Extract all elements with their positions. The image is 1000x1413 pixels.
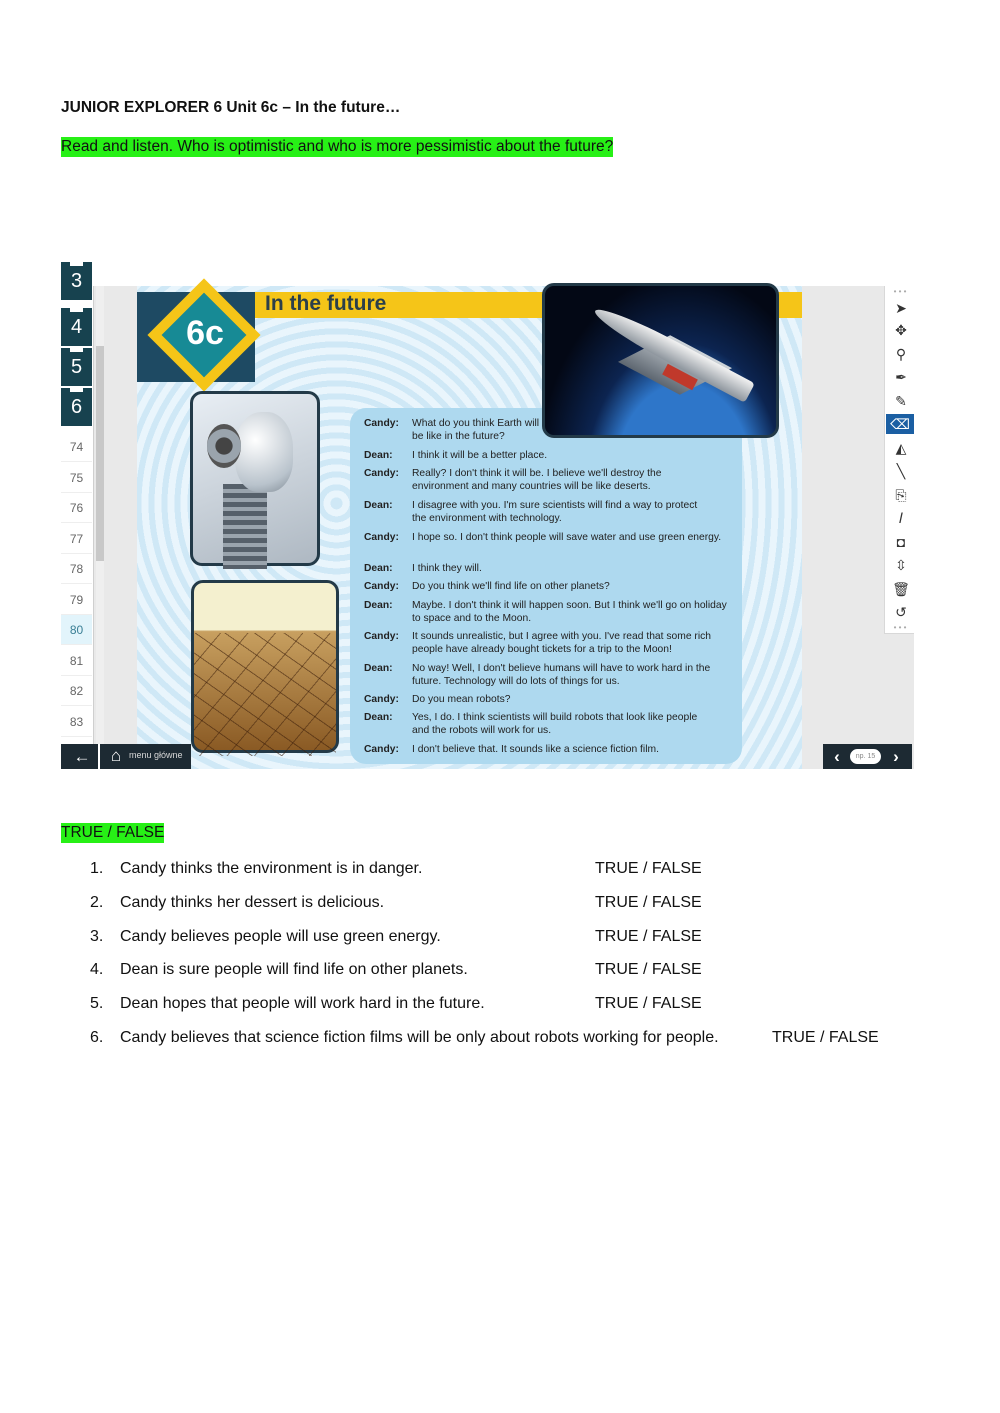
speaker-name: Dean: (364, 663, 393, 674)
desert-photo (191, 580, 339, 753)
textbook-page (137, 286, 802, 769)
unit-code: 6c (186, 314, 224, 352)
annotation-toolbar (884, 286, 914, 634)
dialogue-text: No way! Well, I don't believe humans will have to work hard in the future. Technology will do lots of things for us. (412, 663, 711, 687)
speaker-name: Candy: (364, 631, 399, 642)
question-text: Candy believes people will use green energy. (120, 928, 441, 945)
page-number-item[interactable]: 74 (61, 432, 92, 462)
robot-ear-shape (207, 424, 241, 468)
dialogue-line (364, 600, 734, 625)
page-number-item[interactable]: 76 (61, 493, 92, 523)
clipboard-icon[interactable]: ⎘ (895, 487, 907, 503)
speaker-name: Candy: (364, 581, 399, 592)
page-number-input[interactable]: np. 15 (850, 749, 881, 764)
ebook-screenshot (61, 270, 914, 769)
question-text: Candy thinks the environment is in danger. (120, 860, 423, 877)
select-arrow-icon[interactable]: ➤ (895, 300, 907, 316)
exercise-heading: TRUE / FALSE (61, 824, 165, 841)
dialogue-text: I disagree with you. I'm sure scientists will find a way to protect the environment with technology. (412, 500, 698, 524)
question-number: 2. (90, 894, 104, 911)
reading-instruction: Read and listen. Who is optimistic and who is more pessimistic about the future? (61, 138, 614, 155)
answer-options: TRUE / FALSE (595, 860, 702, 877)
page-number-item[interactable]: 78 (61, 554, 92, 584)
question-number: 1. (90, 860, 104, 877)
dialogue-text: Do you mean robots? (412, 694, 511, 705)
answer-options: TRUE / FALSE (595, 894, 702, 911)
robot-head-shape (235, 412, 293, 492)
shapes-icon[interactable]: ◭ (895, 440, 907, 456)
dialogue-line (364, 468, 734, 493)
page-number-item[interactable]: 81 (61, 646, 92, 676)
question-text: Candy believes that science fiction films will be only about robots working for people. (120, 1029, 719, 1046)
text-cursor-icon[interactable]: 𝐼 (899, 510, 903, 526)
main-menu-link[interactable]: menu główne (129, 750, 183, 760)
trash-icon[interactable]: 🗑 (892, 581, 910, 597)
page-number-item[interactable]: 83 (61, 707, 92, 737)
split-icon[interactable]: ⇳ (895, 557, 907, 573)
divider (98, 744, 100, 769)
speaker-name: Dean: (364, 450, 393, 461)
page-number-item[interactable]: 75 (61, 463, 92, 493)
highlighter-icon[interactable]: ✎ (895, 393, 907, 409)
dialogue-box (350, 408, 742, 764)
page-navigator (823, 744, 912, 769)
dialogue-text: I think it will be a better place. (412, 450, 548, 461)
dialogue-line (364, 663, 734, 688)
dialogue-line (364, 694, 734, 707)
dialogue-text: It sounds unrealistic, but I agree with you. I've read that some rich people have already bought tickets for a trip to the Moon! (412, 631, 712, 655)
toolbar-grip-bottom[interactable]: • • • (893, 623, 907, 632)
page-number-item-active[interactable]: 80 (61, 615, 92, 645)
question-text: Candy thinks her dessert is delicious. (120, 894, 385, 911)
document-title: JUNIOR EXPLORER 6 Unit 6c – In the future… (61, 99, 401, 116)
page-number-item[interactable]: 79 (61, 585, 92, 615)
answer-options: TRUE / FALSE (595, 961, 702, 978)
speaker-name: Candy: (364, 532, 399, 543)
sidebar-scroll-thumb[interactable] (96, 346, 104, 561)
page-number-item[interactable]: 82 (61, 676, 92, 706)
speaker-name: Candy: (364, 418, 399, 429)
dialogue-line (364, 581, 734, 594)
speaker-name: Candy: (364, 744, 399, 755)
chapter-tab-5[interactable]: 5 (61, 348, 92, 386)
dialogue-text: Maybe. I don't think it will happen soon. But I think we'll go on holiday to space and to the Moon. (412, 600, 727, 624)
answer-options: TRUE / FALSE (595, 928, 702, 945)
dialogue-line (364, 563, 734, 576)
page-number-item[interactable]: 77 (61, 524, 92, 554)
dialogue-text: Do you think we'll find life on other planets? (412, 581, 610, 592)
dialogue-text: I don't believe that. It sounds like a science fiction film. (412, 744, 659, 755)
space-shuttle-photo (542, 283, 779, 438)
answer-options: TRUE / FALSE (772, 1029, 879, 1046)
dialogue-line (364, 712, 734, 737)
home-icon[interactable]: ⌂ (110, 746, 122, 765)
toolbar-grip-top[interactable]: • • • (893, 287, 907, 296)
dialogue-line (364, 744, 734, 757)
eraser-icon[interactable]: ⌫ (886, 414, 914, 434)
dialogue-text: I think they will. (412, 563, 482, 574)
dialogue-line (364, 500, 734, 525)
dialogue-text: Really? I don't think it will be. I believe we'll destroy the environment and many countries will be like deserts. (412, 468, 662, 492)
dialogue-line (364, 450, 734, 463)
move-icon[interactable]: ✥ (895, 322, 907, 338)
chevron-left-icon[interactable]: ‹ (834, 747, 840, 766)
question-number: 5. (90, 995, 104, 1012)
lesson-title: In the future (265, 292, 387, 315)
robot-neck-shape (223, 484, 267, 569)
speaker-name: Dean: (364, 563, 393, 574)
pen-icon[interactable]: ✒ (895, 369, 907, 385)
speaker-name: Candy: (364, 468, 399, 479)
chapter-tab-3[interactable]: 3 (61, 262, 92, 300)
robot-photo (190, 391, 320, 566)
undo-icon[interactable]: ↺ (895, 604, 907, 620)
speaker-name: Dean: (364, 500, 393, 511)
chapter-tab-4[interactable]: 4 (61, 308, 92, 346)
mask-icon[interactable]: ◘ (896, 534, 906, 550)
dialogue-text: I hope so. I don't think people will save water and use green energy. (412, 532, 722, 543)
cracked-earth-texture (194, 633, 336, 756)
dialogue-text: Yes, I do. I think scientists will build robots that look like people and the robots will work for us. (412, 712, 698, 736)
question-text: Dean hopes that people will work hard in the future. (120, 995, 485, 1012)
dialogue-line (364, 532, 734, 545)
speaker-name: Candy: (364, 694, 399, 705)
bottom-navigation-bar (61, 744, 191, 769)
page-sidebar (61, 270, 94, 744)
line-icon[interactable]: ╲ (896, 463, 906, 479)
question-number: 4. (90, 961, 104, 978)
speaker-name: Dean: (364, 600, 393, 611)
zoom-icon[interactable]: ⚲ (895, 346, 907, 362)
back-arrow-icon[interactable]: ← (73, 747, 91, 766)
question-text: Dean is sure people will find life on other planets. (120, 961, 468, 978)
dialogue-line (364, 631, 734, 656)
answer-options: TRUE / FALSE (595, 995, 702, 1012)
question-number: 3. (90, 928, 104, 945)
speaker-name: Dean: (364, 712, 393, 723)
dialogue-text: What do you think Earth will be like in the future? (412, 418, 540, 442)
chapter-tab-6[interactable]: 6 (61, 388, 92, 426)
question-number: 6. (90, 1029, 104, 1046)
chevron-right-icon[interactable]: › (893, 747, 899, 766)
